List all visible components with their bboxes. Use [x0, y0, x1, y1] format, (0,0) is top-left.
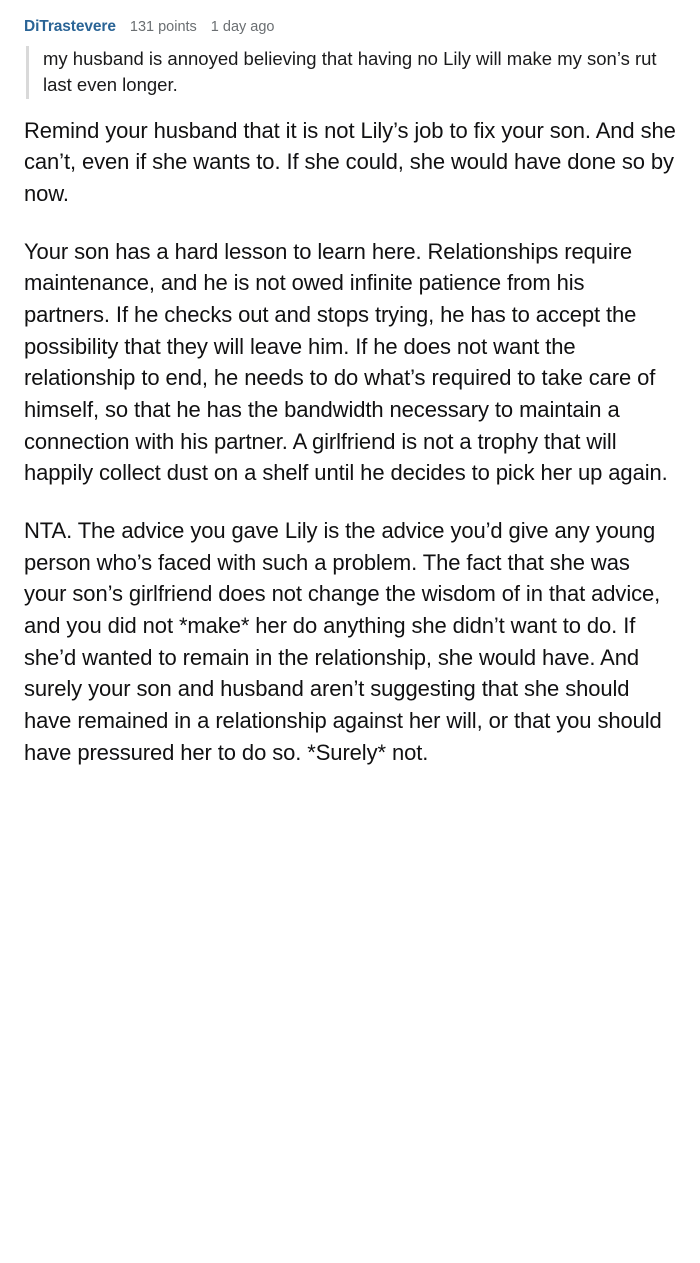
- quoted-text: [26, 46, 676, 99]
- comment-score: 131 points: [129, 19, 197, 35]
- comment-author[interactable]: DiTrastevere: [24, 18, 116, 35]
- comment-paragraph: Your son has a hard lesson to learn here. Relationships require maintenance, and he is not owed infinite patience from his partners. If he checks out and stops trying, he has to accept the possibility that they will leave him. If he does not want the relationship to end, he needs to do what’s required to take care of himself, so that he has the bandwidth necessary to maintain a connection with his partner. A girlfriend is not a trophy that will happily collect dust on a shelf until he decides to pick her up again.: [24, 238, 668, 486]
- comment-paragraph: NTA. The advice you gave Lily is the advice you’d give any young person who’s faced with such a problem. The fact that she was your son’s girlfriend does not change the wisdom of in that advice, and you did not *make* her do anything she didn’t want to do. If she’d wanted to remain in the relationship, she would have. And surely your son and husband aren’t suggesting that she should have remained in a relationship against her will, or that you should have pressured her to do so. *Surely* not.: [24, 517, 662, 765]
- comment-body: [24, 115, 676, 769]
- comment-meta: [24, 18, 676, 36]
- comment-timestamp: 1 day ago: [210, 19, 275, 35]
- quoted-text-paragraph: my husband is annoyed believing that having no Lily will make my son’s rut last even longer.: [43, 48, 657, 96]
- comment-paragraph: Remind your husband that it is not Lily’s job to fix your son. And she can’t, even if she wants to. If she could, she would have done so by now.: [24, 117, 676, 206]
